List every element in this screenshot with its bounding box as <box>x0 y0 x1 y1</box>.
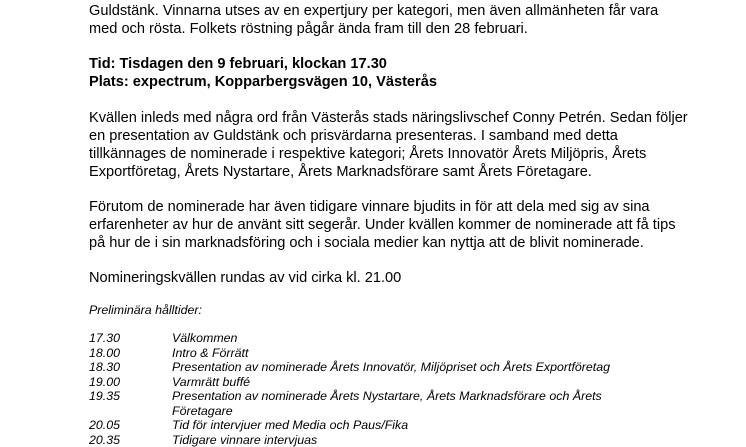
schedule-item: Tid för intervjuer med Media och Paus/Fika <box>172 418 408 433</box>
schedule-item: Välkommen <box>172 331 237 346</box>
intro-line-1: Guldstänk. Vinnarna utses av en expertjury per kategori, men även allmänheten får vara <box>89 2 658 20</box>
schedule-time: 18.30 <box>89 360 120 375</box>
schedule-time: 19.00 <box>89 375 120 390</box>
schedule-time: 20.05 <box>89 418 120 433</box>
paragraph2-line-4: Exportföretag, Årets Nystartare, Årets Marknadsförare samt Årets Företagare. <box>89 163 592 181</box>
schedule-item: Varmrätt buffé <box>172 375 250 390</box>
paragraph3-line-1: Förutom de nominerade har även tidigare vinnare bjudits in för att dela med sig av sina <box>89 198 650 216</box>
schedule-item: Presentation av nominerade Årets Nystartare, Årets Marknadsförare och Årets <box>172 389 602 404</box>
paragraph3-line-3: på hur de i sin marknadsföring och i sociala medier kan nyttja att de blivit nominerade. <box>89 234 644 252</box>
schedule-time: 20.35 <box>89 433 120 447</box>
paragraph2-line-1: Kvällen inleds med några ord från Västerås stads näringslivschef Conny Petrén. Sedan följer <box>89 109 688 127</box>
schedule-item: Intro & Förrätt <box>172 346 248 361</box>
schedule-time: 17.30 <box>89 331 120 346</box>
schedule-time: 19.35 <box>89 389 120 404</box>
paragraph3-line-2: erfarenheter av hur de använt sitt segerår. Under kvällen kommer de nominerade att få tips <box>89 216 676 234</box>
paragraph2-line-2: en presentation av Guldstänk och prisvärdarna presenteras. I samband med detta <box>89 127 618 145</box>
paragraph2-line-3: tillkännages de nominerade i respektive kategori; Årets Innovatör Årets Miljöpris, Årets <box>89 145 646 163</box>
schedule-title: Preliminära hålltider: <box>89 303 202 318</box>
schedule-time: 18.00 <box>89 346 120 361</box>
schedule-item: Företagare <box>172 404 233 419</box>
event-place: Plats: expectrum, Kopparbergsvägen 10, Västerås <box>89 73 437 91</box>
intro-line-2: med och rösta. Folkets röstning pågår ända fram till den 28 februari. <box>89 20 528 38</box>
event-time: Tid: Tisdagen den 9 februari, klockan 17.30 <box>89 55 387 73</box>
closing-line: Nomineringskvällen rundas av vid cirka kl. 21.00 <box>89 269 401 287</box>
schedule-item: Tidigare vinnare intervjuas <box>172 433 317 447</box>
schedule-item: Presentation av nominerade Årets Innovatör, Miljöpriset och Årets Exportföretag <box>172 360 610 375</box>
